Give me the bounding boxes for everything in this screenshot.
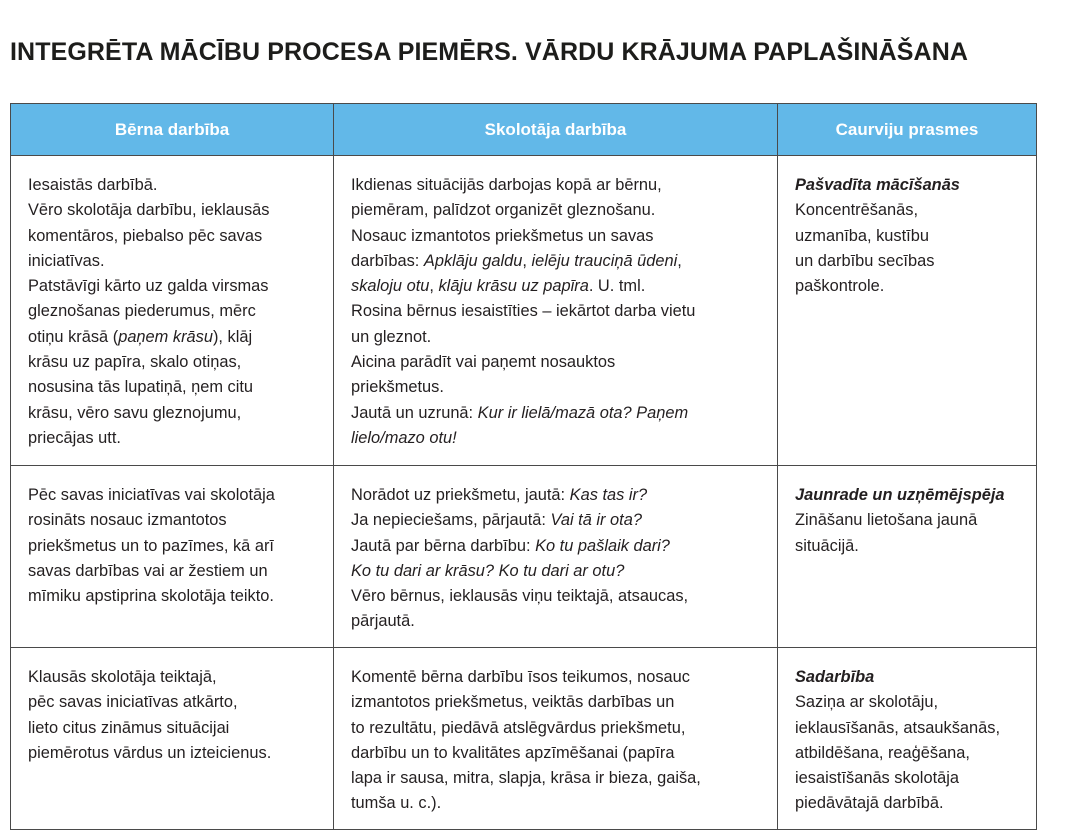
text-segment: . U. tml. <box>588 277 646 296</box>
activity-table <box>10 103 1037 830</box>
text-segment: , <box>522 251 532 270</box>
text-line <box>351 534 777 559</box>
text-line <box>351 508 777 533</box>
text-line <box>351 559 777 584</box>
cell-transversal-skills <box>778 648 1037 830</box>
text-line: piemērotus vārdus un izteicienus. <box>28 743 272 762</box>
text-line <box>351 426 777 451</box>
text-line <box>351 483 777 508</box>
text-line: priecājas utt. <box>28 428 121 447</box>
cell-child-activity <box>11 156 334 466</box>
text-line: piedāvātajā darbībā. <box>795 794 944 813</box>
italic-text: Ko tu pašlaik dari? <box>535 536 670 555</box>
cell-teacher-activity <box>334 466 778 648</box>
text-line: Zināšanu lietošana jaunā <box>795 511 978 530</box>
text-line: Saziņa ar skolotāju, <box>795 693 939 712</box>
text-line: priekšmetus. <box>351 378 444 397</box>
text-line: krāsu, vēro savu gleznojumu, <box>28 403 242 422</box>
text-line: situācijā. <box>795 536 859 555</box>
text-line: gleznošanas piederumus, mērc <box>28 302 256 321</box>
italic-text: Kas tas ir? <box>569 486 648 504</box>
text-line: Ikdienas situācijās darbojas kopā ar bērnu, <box>351 176 662 194</box>
cell-child-activity <box>11 466 334 648</box>
text-line: Vēro bērnus, ieklausās viņu teiktajā, atsaucas, <box>351 587 689 606</box>
text-line: un darbību secības <box>795 251 935 270</box>
text-line: atbildēšana, reaģēšana, <box>795 743 970 762</box>
text-line: to rezultātu, piedāvā atslēgvārdus priekšmetu, <box>351 718 686 737</box>
text-line: uzmanība, kustību <box>795 226 929 245</box>
text-line: izmantotos priekšmetus, veiktās darbības un <box>351 693 675 712</box>
text-line: lapa ir sausa, mitra, slapja, krāsa ir bieza, gaiša, <box>351 769 701 788</box>
text-line: pēc savas iniciatīvas atkārto, <box>28 693 238 712</box>
text-line: piemēram, palīdzot organizēt gleznošanu. <box>351 201 656 220</box>
italic-text: lielo/mazo otu! <box>351 428 457 447</box>
text-line: nosusina tās lupatiņā, ņem citu <box>28 378 254 397</box>
text-line: un gleznot. <box>351 327 432 346</box>
header-teacher-activity: Skolotāja darbība <box>334 104 778 156</box>
text-line <box>28 325 333 350</box>
text-segment: Norādot uz priekšmetu, jautā: <box>351 486 570 504</box>
text-line: darbību un to kvalitātes apzīmēšanai (papīra <box>351 743 675 762</box>
text-line: mīmiku apstiprina skolotāja teikto. <box>28 587 274 606</box>
text-line: Klausās skolotāja teiktajā, <box>28 668 217 686</box>
skill-category-title: Sadarbība <box>795 668 875 686</box>
text-segment: , <box>429 277 439 296</box>
italic-text: skaloju otu <box>351 277 430 296</box>
text-line: priekšmetus un to pazīmes, kā arī <box>28 536 274 555</box>
text-line: paškontrole. <box>795 277 885 296</box>
text-line: Aicina parādīt vai paņemt nosauktos <box>351 353 616 372</box>
cell-transversal-skills <box>778 466 1037 648</box>
text-line: krāsu uz papīra, skalo otiņas, <box>28 353 242 372</box>
text-line: Vēro skolotāja darbību, ieklausās <box>28 201 270 220</box>
skill-category-title: Jaunrade un uzņēmējspēja <box>795 486 1005 504</box>
skill-category-title: Pašvadīta mācīšanās <box>795 176 960 194</box>
text-segment: Jautā par bērna darbību: <box>351 536 536 555</box>
italic-text: Ko tu dari ar krāsu? Ko tu dari ar otu? <box>351 561 625 580</box>
table-row <box>11 466 1037 648</box>
italic-text: Kur ir lielā/mazā ota? Paņem <box>477 403 689 422</box>
italic-text: paņem krāsu <box>118 327 213 346</box>
text-line: Iesaistās darbībā. <box>28 176 158 194</box>
text-line: pārjautā. <box>351 612 415 631</box>
text-segment: Ja nepieciešams, pārjautā: <box>351 511 551 530</box>
page-title: INTEGRĒTA MĀCĪBU PROCESA PIEMĒRS. VĀRDU KRĀJUMA PAPLAŠINĀŠANA <box>10 38 969 66</box>
cell-teacher-activity <box>334 648 778 830</box>
italic-text: Apklāju galdu <box>423 251 523 270</box>
text-segment: otiņu krāsā ( <box>28 327 119 346</box>
text-line: rosināts nosauc izmantotos <box>28 511 227 530</box>
text-line: Pēc savas iniciatīvas vai skolotāja <box>28 486 275 504</box>
text-line: komentāros, piebalso pēc savas <box>28 226 263 245</box>
table-header-row <box>11 104 1037 156</box>
text-line <box>351 274 777 299</box>
italic-text: ielēju trauciņā ūdeni <box>531 251 678 270</box>
text-segment: Jautā un uzrunā: <box>351 403 478 422</box>
text-line: iniciatīvas. <box>28 251 105 270</box>
text-line <box>351 401 777 426</box>
text-line <box>351 249 777 274</box>
text-segment: ), klāj <box>212 327 253 346</box>
table-row <box>11 648 1037 830</box>
text-line: ieklausīšanās, atsaukšanās, <box>795 718 1001 737</box>
table-row <box>11 156 1037 466</box>
text-segment: , <box>677 251 682 270</box>
text-line: Rosina bērnus iesaistīties – iekārtot darba vietu <box>351 302 696 321</box>
text-line: iesaistīšanās skolotāja <box>795 769 959 788</box>
header-transversal-skills: Caurviju prasmes <box>778 104 1037 156</box>
text-line: Komentē bērna darbību īsos teikumos, nosauc <box>351 668 690 686</box>
text-segment: darbības: <box>351 251 424 270</box>
text-line: savas darbības vai ar žestiem un <box>28 561 268 580</box>
text-line: Koncentrēšanās, <box>795 201 919 220</box>
cell-child-activity <box>11 648 334 830</box>
text-line: lieto citus zināmus situācijai <box>28 718 230 737</box>
text-line: tumša u. c.). <box>351 794 442 813</box>
cell-transversal-skills <box>778 156 1037 466</box>
italic-text: klāju krāsu uz papīra <box>438 277 589 296</box>
cell-teacher-activity <box>334 156 778 466</box>
header-child-activity: Bērna darbība <box>11 104 334 156</box>
text-line: Patstāvīgi kārto uz galda virsmas <box>28 277 269 296</box>
italic-text: Vai tā ir ota? <box>550 511 642 530</box>
text-line: Nosauc izmantotos priekšmetus un savas <box>351 226 654 245</box>
